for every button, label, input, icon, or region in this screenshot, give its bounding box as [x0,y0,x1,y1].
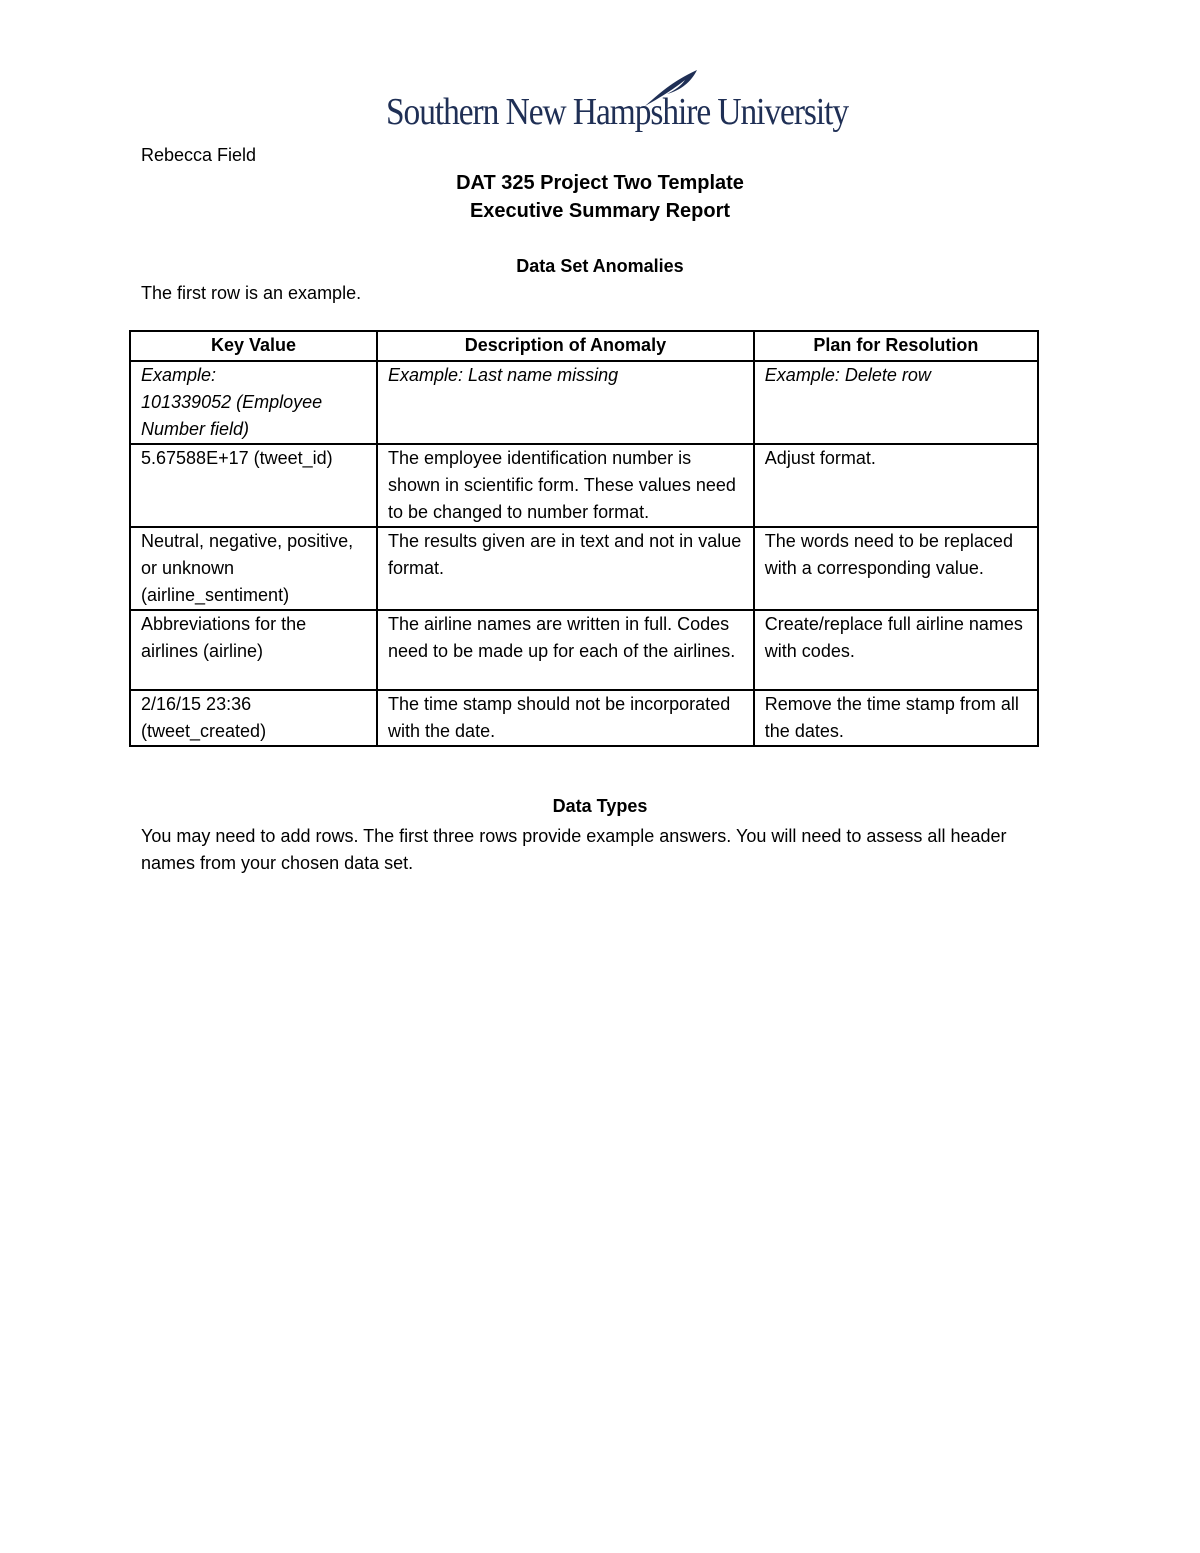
data-types-intro: You may need to add rows. The first three rows provide example answers. You will need to assess all header names from your chosen data set. [141,826,1007,873]
author-name: Rebecca Field [141,145,257,165]
table-cell: Example: Delete row [754,361,1038,444]
column-header-description: Description of Anomaly [377,331,754,361]
table-cell: Remove the time stamp from all the dates. [754,690,1038,746]
table-cell: Create/replace full airline names with codes. [754,610,1038,690]
table-cell: 2/16/15 23:36 (tweet_created) [130,690,377,746]
table-row [130,690,1038,746]
table-header-row [130,331,1038,361]
document-subtitle: Executive Summary Report [469,200,731,222]
feather-icon [641,68,701,108]
university-logo [386,68,849,138]
table-cell: The time stamp should not be incorporated with the date. [377,690,754,746]
table-cell: Adjust format. [754,444,1038,527]
table-row [130,610,1038,690]
column-header-plan: Plan for Resolution [754,331,1038,361]
logo-text: Southern New Hampshire University [386,91,849,133]
table-cell: Neutral, negative, positive, or unknown (airline_sentiment) [130,527,377,610]
table-cell: The words need to be replaced with a corresponding value. [754,527,1038,610]
document-title: DAT 325 Project Two Template [456,172,744,194]
table-row [130,444,1038,527]
table-cell: The airline names are written in full. Codes need to be made up for each of the airlines. [377,610,754,690]
data-types-heading: Data Types [552,796,648,816]
table-cell: The results given are in text and not in value format. [377,527,754,610]
table-row [130,527,1038,610]
anomalies-heading: Data Set Anomalies [516,256,684,276]
column-header-key-value: Key Value [130,331,377,361]
anomalies-table [129,330,1039,747]
table-row [130,361,1038,444]
anomalies-intro: The first row is an example. [141,283,362,303]
table-cell: 5.67588E+17 (tweet_id) [130,444,377,527]
table-cell: Abbreviations for the airlines (airline) [130,610,377,690]
table-cell: Example: Last name missing [377,361,754,444]
table-cell: Example: 101339052 (Employee Number field) [130,361,377,444]
table-cell: The employee identification number is shown in scientific form. These values need to be changed to number format. [377,444,754,527]
